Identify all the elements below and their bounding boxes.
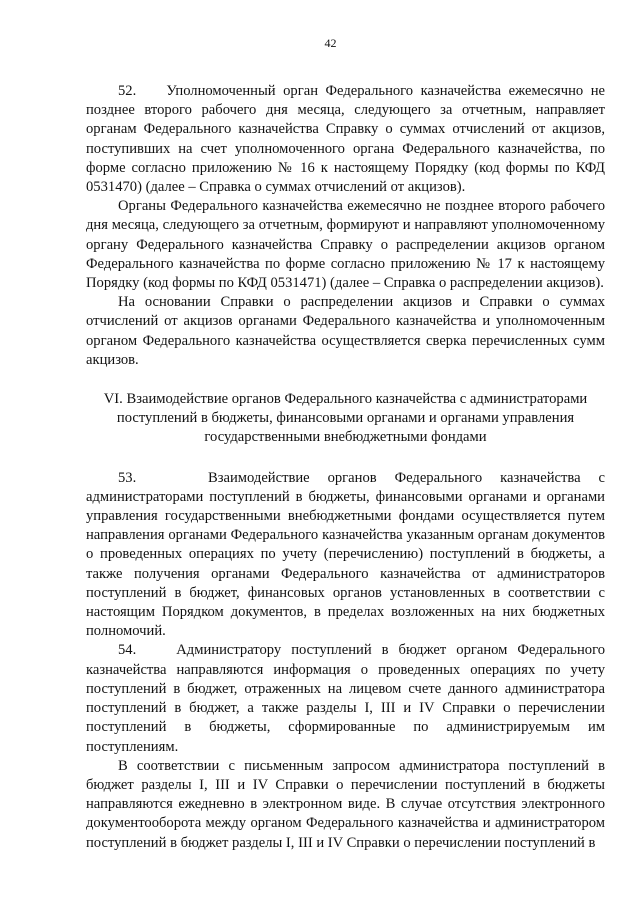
- section-heading-line-2: поступлений в бюджеты, финансовыми органами и органами управления: [116, 410, 575, 427]
- paragraph-52-cont-1: Органы Федерального казначейства ежемесячно не позднее второго рабочего дня месяца, следующего за отчетным, формируют и направляют уполномоченному органу Федерального казначейства Справку о распределении акцизов органом Федерального казначейства по форме согласно приложению № 17 к настоящему Порядку (код формы по КФД 0531471) (далее – Справка о распределении акцизов).: [86, 198, 605, 292]
- paragraph-52-cont-2: На основании Справки о распределении акцизов и Справки о суммах отчислений от акцизов органами Федерального казначейства и уполномоченным органом Федерального казначейства осуществляется сверка перечисленных сумм акцизов.: [86, 294, 605, 368]
- section-heading-line-1: VI. Взаимодействие органов Федерального казначейства с администраторами: [103, 391, 588, 408]
- paragraph-52: 52. Уполномоченный орган Федерального казначейства ежемесячно не позднее второго рабочего дня месяца, следующего за отчетным, направляет органам Федерального казначейства Справку о суммах отчислений от акцизов, поступивших на счет уполномоченного органа Федерального казначейства, по форме согласно приложению № 16 к настоящему Порядку (код формы по КФД 0531470) (далее – Справка о суммах отчислений от акцизов).: [86, 83, 605, 196]
- paragraph-54: 54. Администратору поступлений в бюджет органом Федерального казначейства направляются информация о проведенных операциях по учету поступлений в бюджет, отраженных на лицевом счете данного администратора поступлений в бюджет, а также разделы I, III и IV Справки о перечислении поступлений в бюджеты, сформированные по администрируемым им поступлениям.: [86, 642, 605, 755]
- section-heading-line-3: государственными внебюджетными фондами: [204, 429, 487, 446]
- paragraph-54-cont: В соответствии с письменным запросом администратора поступлений в бюджет разделы I, III и IV Справки о перечислении поступлений в бюджеты направляются ежедневно в электронном виде. В случае отсутствия электронного документооборота между органом Федерального казначейства и администратором поступлений в бюджет разделы I, III и IV Справки о перечислении поступлений в: [86, 757, 605, 851]
- page-number: 42: [324, 36, 337, 50]
- paragraph-53: 53. Взаимодействие органов Федерального казначейства с администраторами поступлений в бюджеты, финансовыми органами и органами управления государственными внебюджетными фондами осуществляется путем направления органами Федерального казначейства указанным органам документов о проведенных операциях по учету (перечислению) поступлений в бюджеты, а также получения органами Федерального казначейства от администраторов поступлений в бюджет, финансовых органов установленных в соответствии с настоящим Порядком документов, в пределах возложенных на них бюджетных полномочий.: [86, 469, 605, 640]
- section-heading: [86, 390, 605, 448]
